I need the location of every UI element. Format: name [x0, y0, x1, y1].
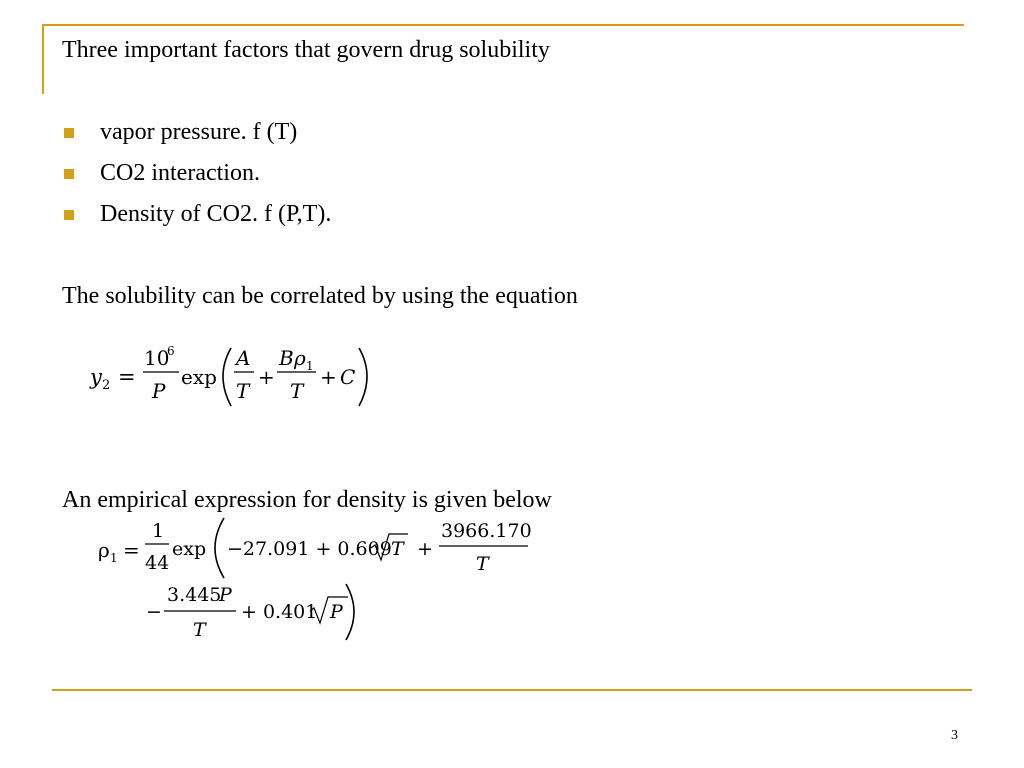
- eq2-frac2-num: 3.445: [167, 584, 222, 606]
- eq2-line2-term: + 0.401: [241, 601, 318, 623]
- eq2-lhs-sub: 1: [110, 551, 118, 565]
- eq2-coef-den: 44: [145, 552, 170, 574]
- density-intro: An empirical expression for density is given below: [62, 487, 552, 513]
- eq1-coef-den: P: [152, 379, 166, 403]
- eq1-t3: C: [340, 365, 356, 389]
- eq2-minus: −: [146, 601, 162, 623]
- bottom-accent-line: [52, 689, 972, 691]
- eq1-plus2: +: [320, 365, 337, 389]
- page-number: 3: [951, 728, 958, 743]
- bullet-text: CO2 interaction.: [100, 160, 260, 186]
- eq1-t1-num: A: [236, 346, 251, 370]
- eq2-right-paren: [346, 584, 354, 640]
- eq1-left-paren: [223, 348, 231, 406]
- left-accent-line: [42, 24, 44, 94]
- eq2-func: exp: [172, 538, 207, 560]
- eq1-right-paren: [359, 348, 367, 406]
- eq2-line1-terms: −27.091 + 0.609: [227, 538, 392, 560]
- eq2-equals: =: [123, 538, 140, 562]
- slide-title: Three important factors that govern drug solubility: [62, 37, 550, 63]
- eq2-frac2-num-var: P: [219, 584, 232, 606]
- eq1-lhs: y: [90, 365, 102, 389]
- eq2-sqrt2-arg: P: [330, 601, 343, 623]
- solubility-equation: [88, 340, 388, 417]
- eq1-func: exp: [181, 365, 217, 389]
- eq1-lhs-sub: 2: [102, 378, 111, 393]
- top-accent-line: [42, 24, 964, 26]
- eq1-coef-num: 10: [144, 346, 170, 370]
- eq2-left-paren: [215, 518, 224, 578]
- eq1-t1-den: T: [236, 379, 250, 403]
- eq2-frac1-den: T: [476, 553, 489, 575]
- eq2-frac1-num: 3966.170: [441, 520, 532, 542]
- eq1-t2-den: T: [290, 379, 304, 403]
- eq1-t2-num-rho: ρ: [294, 346, 306, 370]
- eq1-t2-num-sub: 1: [306, 359, 314, 373]
- bullet-text: vapor pressure. f (T): [100, 119, 298, 145]
- bullet-text: Density of CO2. f (P,T).: [100, 201, 332, 227]
- density-equation: [96, 514, 536, 651]
- solubility-intro: The solubility can be correlated by using the equation: [62, 283, 578, 309]
- eq2-sqrt1-arg: T: [391, 538, 404, 560]
- eq2-coef-num: 1: [152, 520, 165, 542]
- eq1-plus1: +: [258, 365, 275, 389]
- eq2-lhs: ρ: [98, 538, 110, 562]
- eq1-equals: =: [118, 365, 136, 389]
- bullet-square-icon: [64, 169, 74, 179]
- eq2-frac2-den: T: [193, 619, 206, 641]
- bullet-square-icon: [64, 128, 74, 138]
- bullet-square-icon: [64, 210, 74, 220]
- eq1-t2-num: B: [279, 346, 294, 370]
- eq2-plus: +: [417, 538, 433, 560]
- eq1-coef-num-sup: 6: [167, 344, 175, 358]
